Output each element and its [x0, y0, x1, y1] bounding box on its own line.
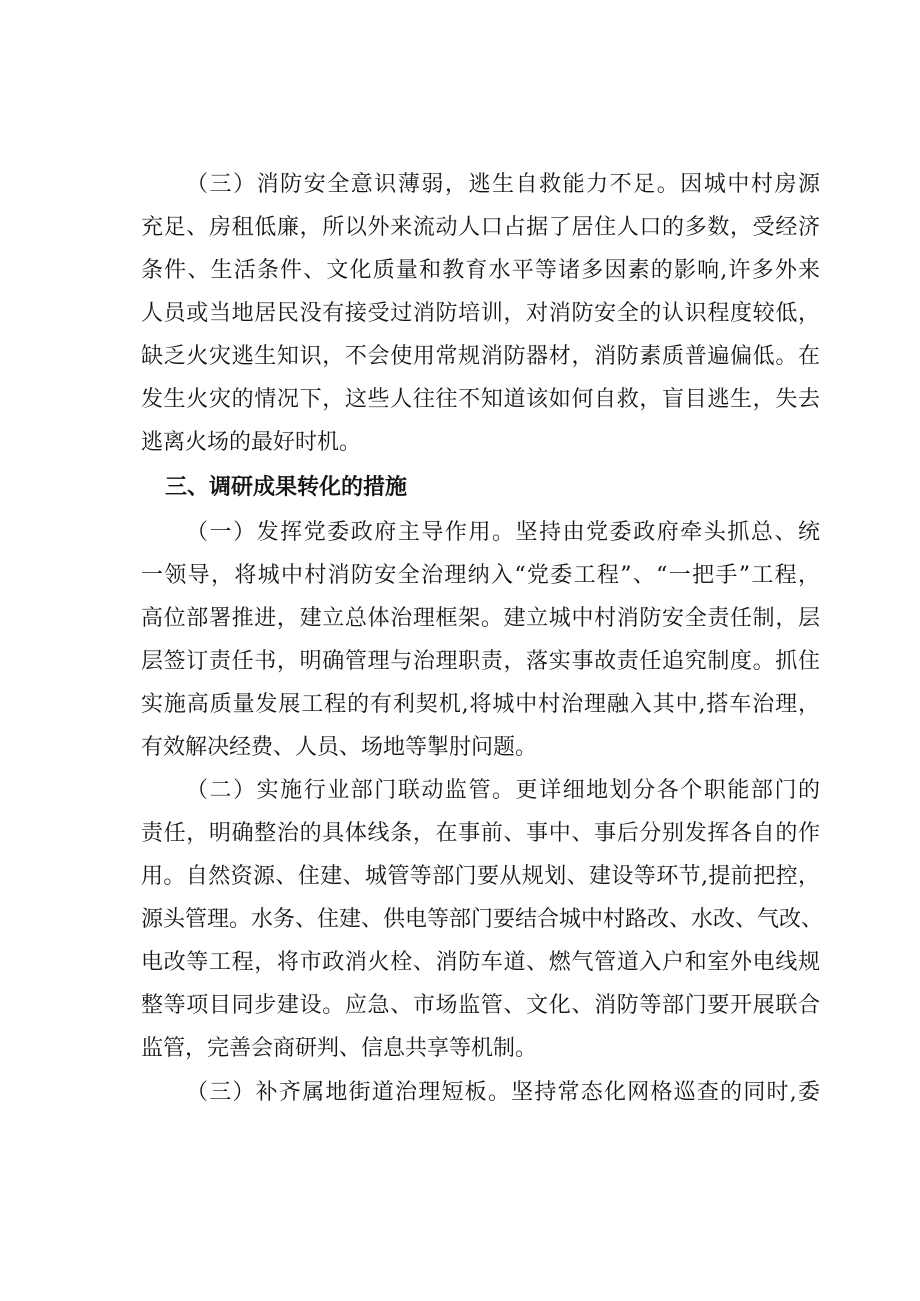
text-line: 实施高质量发展工程的有利契机,将城中村治理融入其中,搭车治理，	[141, 692, 820, 717]
text-line: （三）补齐属地街道治理短板。坚持常态化网格巡查的同时,委	[186, 1080, 820, 1105]
text-line: 用。自然资源、住建、城管等部门要从规划、建设等环节,提前把控，	[141, 864, 820, 889]
text-line: 缺乏火灾逃生知识，不会使用常规消防器材，消防素质普遍偏低。在	[141, 344, 820, 369]
text-line: 电改等工程，将市政消火栓、消防车道、燃气管道入户和室外电线规	[141, 950, 820, 975]
text-line: 逃离火场的最好时机。	[141, 430, 362, 455]
section-heading: 三、调研成果转化的措施	[165, 475, 408, 500]
text-line: 源头管理。水务、住建、供电等部门要结合城中村路改、水改、气改、	[141, 907, 824, 932]
text-line: 充足、房租低廉，所以外来流动人口占据了居住人口的多数，受经济	[141, 215, 820, 240]
text-line: （三）消防安全意识薄弱，逃生自救能力不足。因城中村房源	[186, 172, 820, 197]
text-line: 条件、生活条件、文化质量和教育水平等诸多因素的影响,许多外来	[141, 258, 820, 283]
text-line: 责任，明确整治的具体线条，在事前、事中、事后分别发挥各自的作	[141, 821, 820, 846]
text-line: 人员或当地居民没有接受过消防培训，对消防安全的认识程度较低，	[141, 301, 820, 326]
text-line: 高位部署推进，建立总体治理框架。建立城中村消防安全责任制，层	[141, 606, 820, 631]
text-line: 监管，完善会商研判、信息共享等机制。	[141, 1036, 538, 1061]
text-line: （二）实施行业部门联动监管。更详细地划分各个职能部门的	[186, 778, 820, 803]
text-line: 整等项目同步建设。应急、市场监管、文化、消防等部门要开展联合	[141, 993, 820, 1018]
text-line: 发生火灾的情况下，这些人往往不知道该如何自救，盲目逃生，失去	[141, 387, 820, 412]
text-line: 有效解决经费、人员、场地等掣肘问题。	[141, 735, 538, 760]
text-line: 一领导，将城中村消防安全治理纳入“党委工程”、“一把手”工程，	[141, 563, 820, 588]
text-line: （一）发挥党委政府主导作用。坚持由党委政府牵头抓总、统	[186, 520, 820, 545]
text-line: 层签订责任书，明确管理与治理职责，落实事故责任追究制度。抓住	[141, 649, 820, 674]
